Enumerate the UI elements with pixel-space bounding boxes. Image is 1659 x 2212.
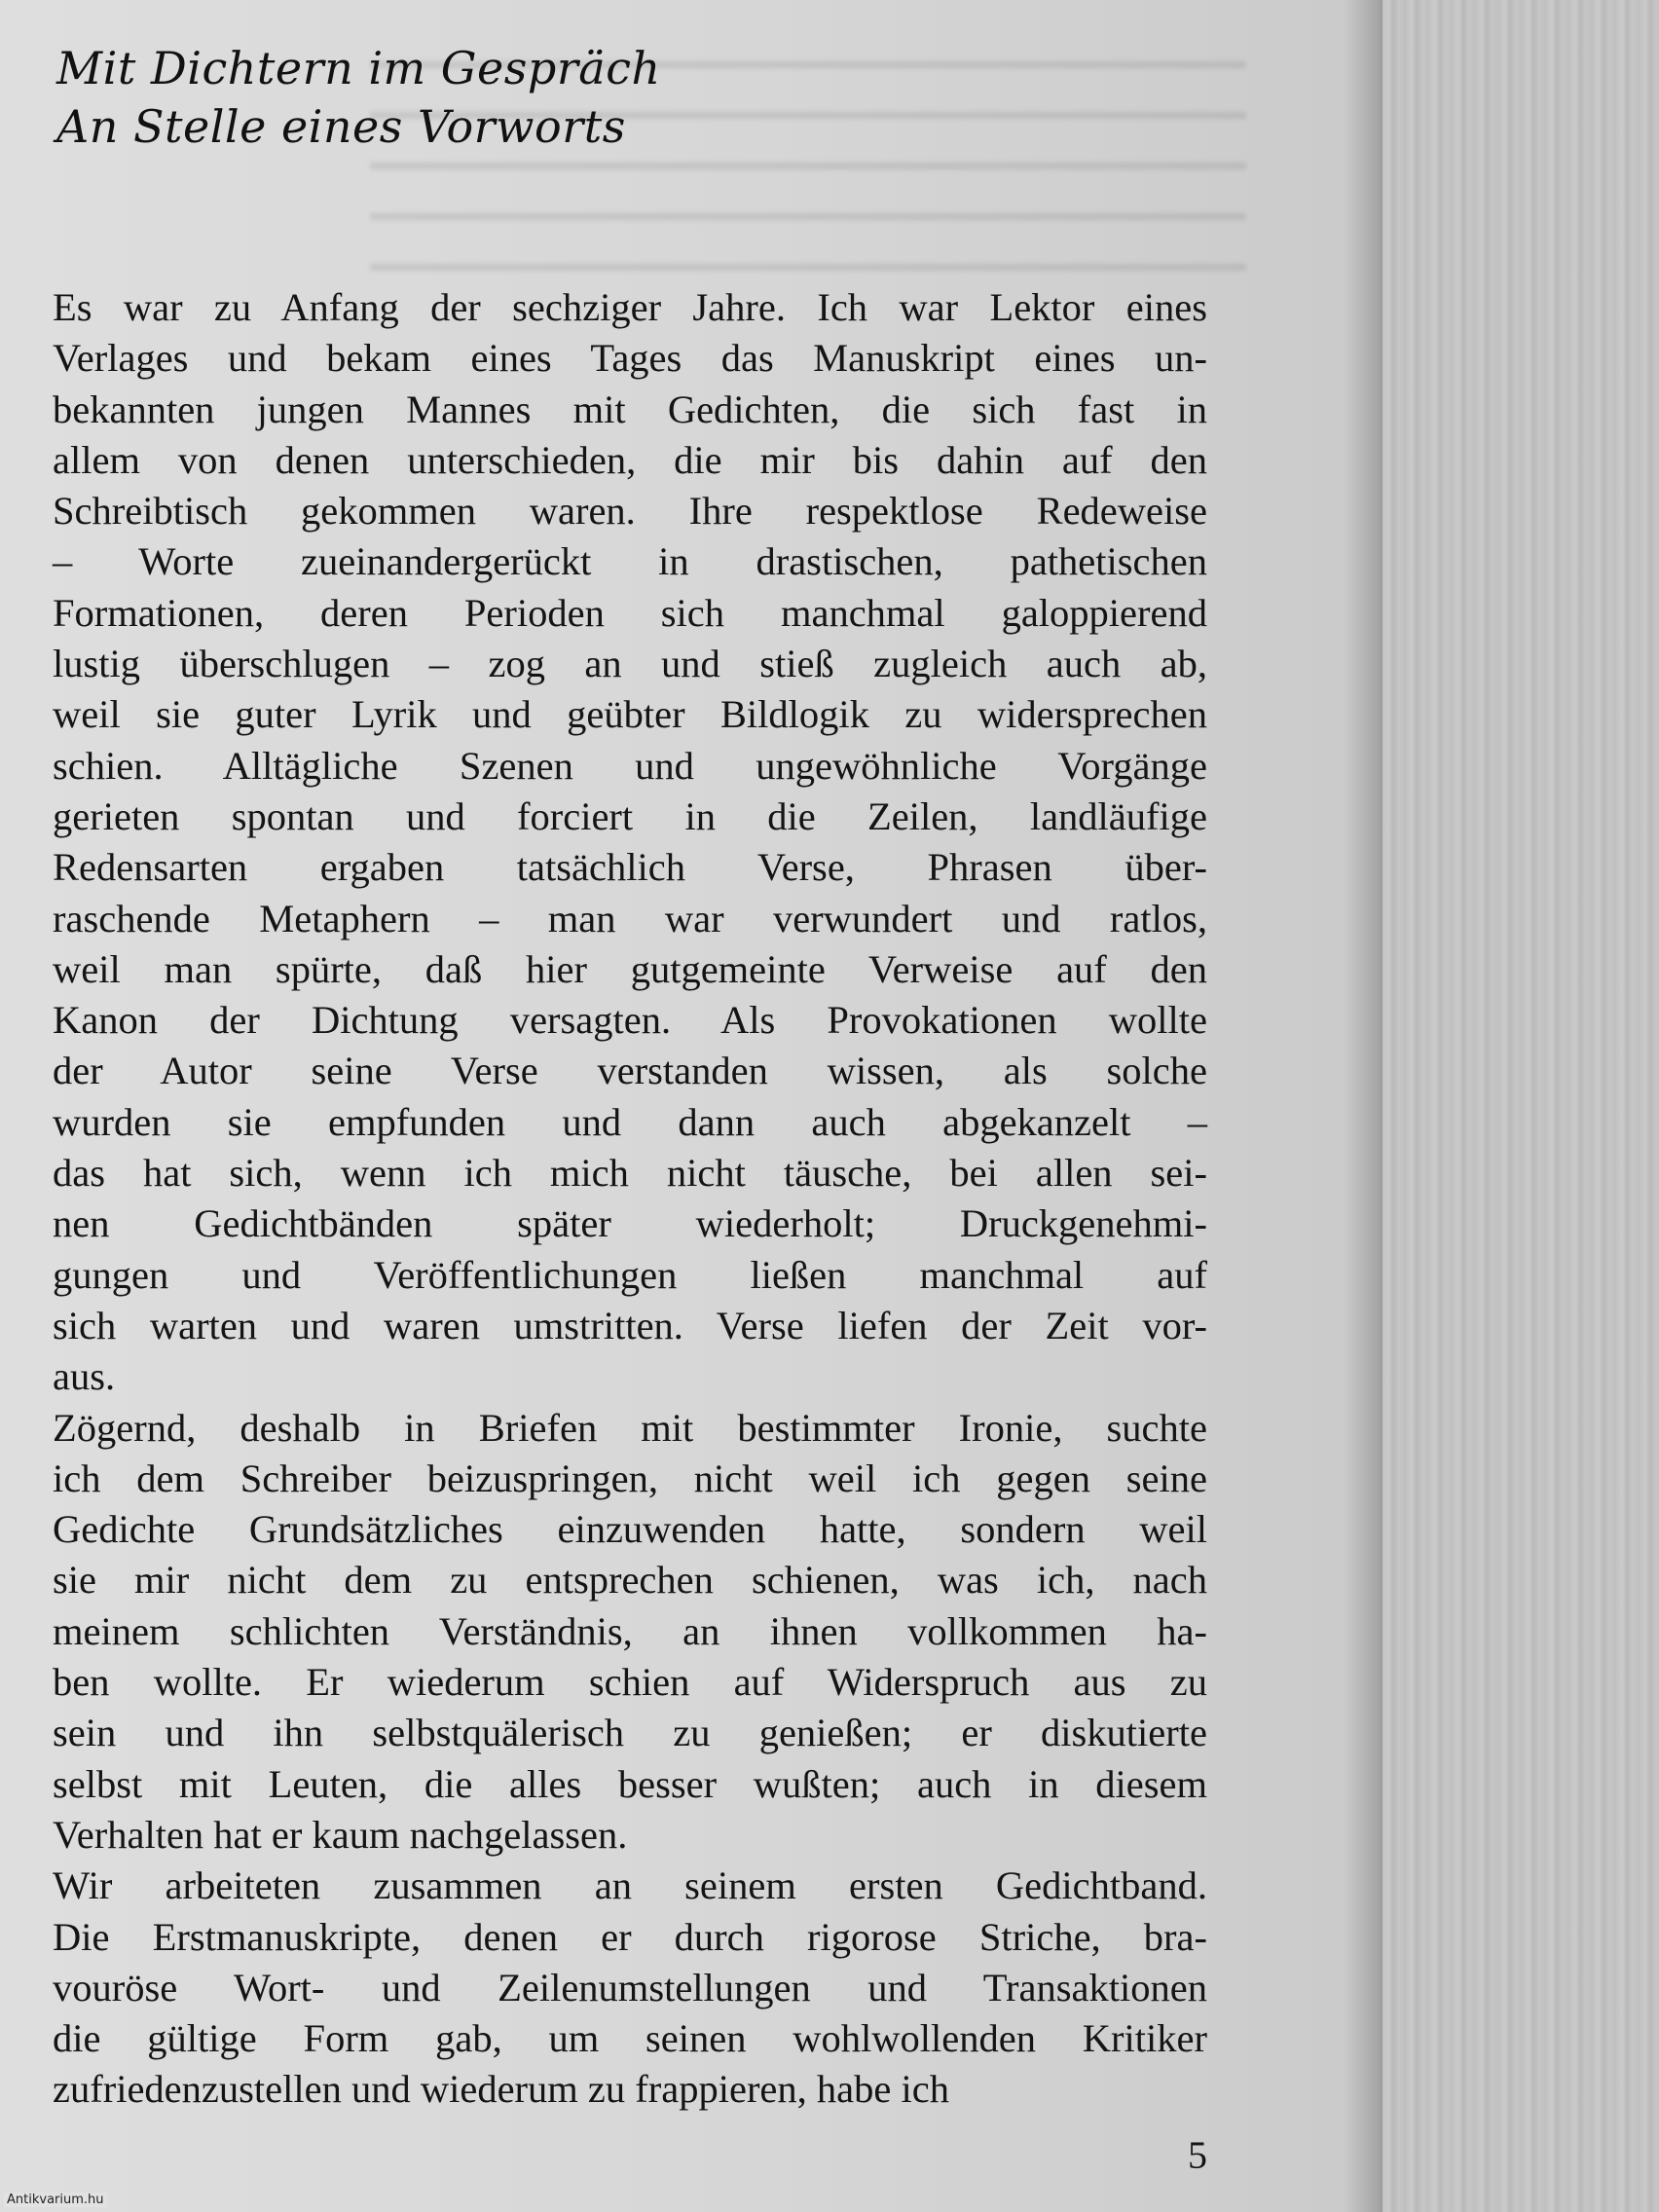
text-line: Die Erstmanuskripte, denen er durch rigorose Striche, bra- [53, 1914, 1207, 1959]
text-line: aus. [53, 1354, 116, 1399]
text-line: Verhalten hat er kaum nachgelassen. [53, 1812, 628, 1857]
text-line: weil sie guter Lyrik und geübter Bildlogik zu widersprechen [53, 692, 1207, 737]
text-line: gungen und Veröffentlichungen ließen manchmal auf [53, 1252, 1207, 1297]
text-line: nen Gedichtbänden später wiederholt; Druckgenehmi- [53, 1201, 1207, 1246]
text-line: wurden sie empfunden und dann auch abgekanzelt – [53, 1099, 1207, 1144]
text-line: sie mir nicht dem zu entsprechen schienen, was ich, nach [53, 1558, 1207, 1603]
text-line: Kanon der Dichtung versagten. Als Provokationen wollte [53, 998, 1207, 1043]
text-line: ben wollte. Er wiederum schien auf Widerspruch aus zu [53, 1660, 1207, 1705]
text-line: die gültige Form gab, um seinen wohlwollenden Kritiker [53, 2016, 1207, 2061]
text-line: ich dem Schreiber beizuspringen, nicht weil ich gegen seine [53, 1456, 1207, 1500]
text-line: zufriedenzustellen und wiederum zu frappieren, habe ich [53, 2067, 949, 2112]
text-line: sich warten und waren umstritten. Verse liefen der Zeit vor- [53, 1303, 1207, 1347]
text-line: Schreibtisch gekommen waren. Ihre respektlose Redeweise [53, 489, 1207, 534]
text-line: – Worte zueinandergerückt in drastischen, pathetischen [53, 539, 1207, 584]
text-line: sein und ihn selbstquälerisch zu genießen; er diskutierte [53, 1711, 1207, 1755]
text-line: das hat sich, wenn ich mich nicht täusche, bei allen sei- [53, 1151, 1207, 1196]
text-line: Redensarten ergaben tatsächlich Verse, Phrasen über- [53, 845, 1207, 890]
text-line: Wir arbeiteten zusammen an seinem ersten Gedichtband. [53, 1863, 1207, 1908]
heading-line-2: An Stelle eines Vorworts [56, 100, 626, 153]
text-line: meinem schlichten Verständnis, an ihnen vollkommen ha- [53, 1608, 1207, 1653]
heading-line-1: Mit Dichtern im Gespräch [56, 42, 661, 94]
text-line: Zögernd, deshalb in Briefen mit bestimmter Ironie, suchte [53, 1405, 1207, 1450]
text-line: schien. Alltägliche Szenen und ungewöhnliche Vorgänge [53, 743, 1207, 788]
page-number: 5 [1188, 2133, 1207, 2177]
watermark: Antikvarium.hu [4, 2193, 107, 2207]
background-surface [1382, 0, 1659, 2212]
text-line: der Autor seine Verse verstanden wissen, als solche [53, 1049, 1207, 1093]
text-line: Formationen, deren Perioden sich manchmal galoppierend [53, 590, 1207, 635]
text-line: bekannten jungen Mannes mit Gedichten, die sich fast in [53, 387, 1207, 431]
text-line: Verlages und bekam eines Tages das Manuskript eines un- [53, 336, 1207, 381]
text-line: allem von denen unterschieden, die mir bis dahin auf den [53, 437, 1207, 482]
text-line: lustig überschlugen – zog an und stieß zugleich auch ab, [53, 642, 1207, 686]
text-line: weil man spürte, daß hier gutgemeinte Verweise auf den [53, 946, 1207, 991]
text-line: gerieten spontan und forciert in die Zeilen, landläufige [53, 793, 1207, 838]
text-line: selbst mit Leuten, die alles besser wußten; auch in diesem [53, 1761, 1207, 1806]
chapter-heading [56, 39, 661, 156]
text-line: raschende Metaphern – man war verwundert und ratlos, [53, 896, 1207, 940]
text-line: Es war zu Anfang der sechziger Jahre. Ich war Lektor eines [53, 285, 1207, 329]
body-text [53, 282, 1207, 2116]
text-line: vouröse Wort- und Zeilenumstellungen und Transaktionen [53, 1965, 1207, 2009]
text-line: Gedichte Grundsätzliches einzuwenden hatte, sondern weil [53, 1507, 1207, 1552]
